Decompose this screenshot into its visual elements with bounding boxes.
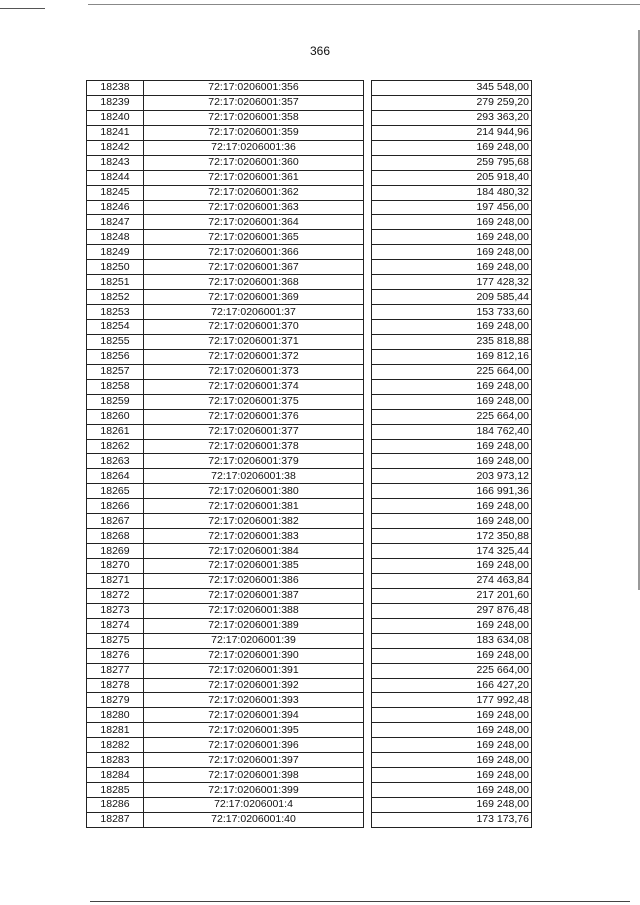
cadastral-number-cell: 72:17:0206001:389 xyxy=(144,618,364,633)
row-number-cell: 18241 xyxy=(87,125,144,140)
value-cell: 184 762,40 xyxy=(372,424,532,439)
column-gap xyxy=(364,573,372,588)
column-gap xyxy=(364,81,372,96)
row-number-cell: 18247 xyxy=(87,215,144,230)
row-number-cell: 18259 xyxy=(87,394,144,409)
row-number-cell: 18273 xyxy=(87,603,144,618)
row-number-cell: 18239 xyxy=(87,95,144,110)
column-gap xyxy=(364,349,372,364)
column-gap xyxy=(364,439,372,454)
table-row xyxy=(87,514,532,529)
cadastral-number-cell: 72:17:0206001:40 xyxy=(144,812,364,827)
cadastral-number-cell: 72:17:0206001:396 xyxy=(144,738,364,753)
value-cell: 225 664,00 xyxy=(372,364,532,379)
row-number-cell: 18240 xyxy=(87,110,144,125)
cadastral-number-cell: 72:17:0206001:362 xyxy=(144,185,364,200)
table-row xyxy=(87,439,532,454)
table-row xyxy=(87,125,532,140)
table-row xyxy=(87,364,532,379)
value-cell: 169 248,00 xyxy=(372,230,532,245)
cadastral-number-cell: 72:17:0206001:393 xyxy=(144,693,364,708)
table-row xyxy=(87,275,532,290)
table-row xyxy=(87,753,532,768)
column-gap xyxy=(364,469,372,484)
value-cell: 169 248,00 xyxy=(372,648,532,663)
value-cell: 169 248,00 xyxy=(372,738,532,753)
table-row xyxy=(87,170,532,185)
row-number-cell: 18274 xyxy=(87,618,144,633)
column-gap xyxy=(364,394,372,409)
scan-edge-line xyxy=(88,4,640,5)
column-gap xyxy=(364,708,372,723)
cadastral-number-cell: 72:17:0206001:392 xyxy=(144,678,364,693)
row-number-cell: 18281 xyxy=(87,723,144,738)
row-number-cell: 18253 xyxy=(87,305,144,320)
cadastral-number-cell: 72:17:0206001:359 xyxy=(144,125,364,140)
column-gap xyxy=(364,170,372,185)
row-number-cell: 18255 xyxy=(87,334,144,349)
scan-edge-line xyxy=(0,8,45,9)
table-row xyxy=(87,678,532,693)
table-row xyxy=(87,529,532,544)
cadastral-number-cell: 72:17:0206001:376 xyxy=(144,409,364,424)
column-gap xyxy=(364,379,372,394)
table-row xyxy=(87,798,532,813)
value-cell: 177 992,48 xyxy=(372,693,532,708)
value-cell: 169 248,00 xyxy=(372,499,532,514)
table-row xyxy=(87,409,532,424)
table-row xyxy=(87,245,532,260)
row-number-cell: 18258 xyxy=(87,379,144,394)
cadastral-number-cell: 72:17:0206001:397 xyxy=(144,753,364,768)
column-gap xyxy=(364,260,372,275)
value-cell: 169 248,00 xyxy=(372,768,532,783)
page-number: 366 xyxy=(309,44,331,58)
cadastral-number-cell: 72:17:0206001:36 xyxy=(144,140,364,155)
column-gap xyxy=(364,812,372,827)
row-number-cell: 18284 xyxy=(87,768,144,783)
cadastral-number-cell: 72:17:0206001:365 xyxy=(144,230,364,245)
value-cell: 274 463,84 xyxy=(372,573,532,588)
column-gap xyxy=(364,663,372,678)
column-gap xyxy=(364,723,372,738)
cadastral-number-cell: 72:17:0206001:368 xyxy=(144,275,364,290)
cadastral-number-cell: 72:17:0206001:379 xyxy=(144,454,364,469)
table-row xyxy=(87,633,532,648)
column-gap xyxy=(364,648,372,663)
table-row xyxy=(87,588,532,603)
value-cell: 345 548,00 xyxy=(372,81,532,96)
table-row xyxy=(87,379,532,394)
value-cell: 169 812,16 xyxy=(372,349,532,364)
row-number-cell: 18278 xyxy=(87,678,144,693)
cadastral-number-cell: 72:17:0206001:358 xyxy=(144,110,364,125)
value-cell: 166 427,20 xyxy=(372,678,532,693)
cadastral-number-cell: 72:17:0206001:373 xyxy=(144,364,364,379)
table-row xyxy=(87,648,532,663)
cadastral-number-cell: 72:17:0206001:390 xyxy=(144,648,364,663)
row-number-cell: 18268 xyxy=(87,529,144,544)
column-gap xyxy=(364,514,372,529)
value-cell: 169 248,00 xyxy=(372,454,532,469)
table-row xyxy=(87,140,532,155)
table-row xyxy=(87,708,532,723)
column-gap xyxy=(364,753,372,768)
cadastral-number-cell: 72:17:0206001:384 xyxy=(144,544,364,559)
table-row xyxy=(87,424,532,439)
row-number-cell: 18283 xyxy=(87,753,144,768)
value-cell: 172 350,88 xyxy=(372,529,532,544)
cadastral-number-cell: 72:17:0206001:386 xyxy=(144,573,364,588)
row-number-cell: 18262 xyxy=(87,439,144,454)
value-cell: 169 248,00 xyxy=(372,723,532,738)
cadastral-number-cell: 72:17:0206001:369 xyxy=(144,290,364,305)
column-gap xyxy=(364,633,372,648)
value-cell: 183 634,08 xyxy=(372,633,532,648)
row-number-cell: 18263 xyxy=(87,454,144,469)
column-gap xyxy=(364,738,372,753)
row-number-cell: 18277 xyxy=(87,663,144,678)
row-number-cell: 18272 xyxy=(87,588,144,603)
scan-edge-line xyxy=(90,901,630,902)
cadastral-number-cell: 72:17:0206001:383 xyxy=(144,529,364,544)
value-cell: 293 363,20 xyxy=(372,110,532,125)
cadastral-number-cell: 72:17:0206001:361 xyxy=(144,170,364,185)
row-number-cell: 18249 xyxy=(87,245,144,260)
cadastral-number-cell: 72:17:0206001:391 xyxy=(144,663,364,678)
column-gap xyxy=(364,588,372,603)
value-cell: 297 876,48 xyxy=(372,603,532,618)
column-gap xyxy=(364,245,372,260)
value-cell: 169 248,00 xyxy=(372,753,532,768)
table-row xyxy=(87,81,532,96)
value-cell: 173 173,76 xyxy=(372,812,532,827)
value-cell: 169 248,00 xyxy=(372,379,532,394)
row-number-cell: 18276 xyxy=(87,648,144,663)
value-cell: 203 973,12 xyxy=(372,469,532,484)
table-row xyxy=(87,320,532,335)
value-cell: 209 585,44 xyxy=(372,290,532,305)
value-cell: 184 480,32 xyxy=(372,185,532,200)
column-gap xyxy=(364,334,372,349)
column-gap xyxy=(364,424,372,439)
table-row xyxy=(87,394,532,409)
row-number-cell: 18256 xyxy=(87,349,144,364)
row-number-cell: 18270 xyxy=(87,559,144,574)
column-gap xyxy=(364,618,372,633)
cadastral-number-cell: 72:17:0206001:385 xyxy=(144,559,364,574)
value-cell: 197 456,00 xyxy=(372,200,532,215)
row-number-cell: 18257 xyxy=(87,364,144,379)
table-row xyxy=(87,768,532,783)
row-number-cell: 18246 xyxy=(87,200,144,215)
cadastral-number-cell: 72:17:0206001:375 xyxy=(144,394,364,409)
value-cell: 169 248,00 xyxy=(372,320,532,335)
column-gap xyxy=(364,290,372,305)
row-number-cell: 18250 xyxy=(87,260,144,275)
column-gap xyxy=(364,783,372,798)
value-cell: 225 664,00 xyxy=(372,409,532,424)
table-row xyxy=(87,260,532,275)
cadastral-number-cell: 72:17:0206001:381 xyxy=(144,499,364,514)
value-cell: 166 991,36 xyxy=(372,484,532,499)
cadastral-number-cell: 72:17:0206001:395 xyxy=(144,723,364,738)
table-row xyxy=(87,693,532,708)
column-gap xyxy=(364,185,372,200)
table-row xyxy=(87,738,532,753)
row-number-cell: 18252 xyxy=(87,290,144,305)
value-cell: 214 944,96 xyxy=(372,125,532,140)
cadastral-number-cell: 72:17:0206001:370 xyxy=(144,320,364,335)
row-number-cell: 18275 xyxy=(87,633,144,648)
value-cell: 205 918,40 xyxy=(372,170,532,185)
cadastral-number-cell: 72:17:0206001:367 xyxy=(144,260,364,275)
row-number-cell: 18243 xyxy=(87,155,144,170)
cadastre-table xyxy=(86,80,532,828)
row-number-cell: 18248 xyxy=(87,230,144,245)
table-row xyxy=(87,812,532,827)
table-row xyxy=(87,499,532,514)
column-gap xyxy=(364,768,372,783)
table-row xyxy=(87,230,532,245)
value-cell: 279 259,20 xyxy=(372,95,532,110)
table-row xyxy=(87,110,532,125)
column-gap xyxy=(364,454,372,469)
value-cell: 174 325,44 xyxy=(372,544,532,559)
value-cell: 169 248,00 xyxy=(372,514,532,529)
column-gap xyxy=(364,678,372,693)
cadastral-number-cell: 72:17:0206001:372 xyxy=(144,349,364,364)
row-number-cell: 18251 xyxy=(87,275,144,290)
table-row xyxy=(87,618,532,633)
cadastral-number-cell: 72:17:0206001:363 xyxy=(144,200,364,215)
value-cell: 169 248,00 xyxy=(372,618,532,633)
row-number-cell: 18269 xyxy=(87,544,144,559)
cadastral-number-cell: 72:17:0206001:398 xyxy=(144,768,364,783)
column-gap xyxy=(364,275,372,290)
cadastral-number-cell: 72:17:0206001:382 xyxy=(144,514,364,529)
column-gap xyxy=(364,544,372,559)
column-gap xyxy=(364,798,372,813)
cadastral-number-cell: 72:17:0206001:364 xyxy=(144,215,364,230)
row-number-cell: 18244 xyxy=(87,170,144,185)
table-row xyxy=(87,215,532,230)
column-gap xyxy=(364,320,372,335)
table-row xyxy=(87,469,532,484)
value-cell: 169 248,00 xyxy=(372,559,532,574)
column-gap xyxy=(364,529,372,544)
value-cell: 169 248,00 xyxy=(372,798,532,813)
table-row xyxy=(87,349,532,364)
table-row xyxy=(87,559,532,574)
table-row xyxy=(87,305,532,320)
value-cell: 153 733,60 xyxy=(372,305,532,320)
cadastral-number-cell: 72:17:0206001:356 xyxy=(144,81,364,96)
column-gap xyxy=(364,305,372,320)
table-row xyxy=(87,200,532,215)
cadastral-number-cell: 72:17:0206001:377 xyxy=(144,424,364,439)
cadastral-number-cell: 72:17:0206001:360 xyxy=(144,155,364,170)
row-number-cell: 18265 xyxy=(87,484,144,499)
column-gap xyxy=(364,125,372,140)
table-row xyxy=(87,663,532,678)
value-cell: 217 201,60 xyxy=(372,588,532,603)
column-gap xyxy=(364,603,372,618)
column-gap xyxy=(364,409,372,424)
row-number-cell: 18271 xyxy=(87,573,144,588)
cadastral-number-cell: 72:17:0206001:4 xyxy=(144,798,364,813)
value-cell: 169 248,00 xyxy=(372,783,532,798)
value-cell: 169 248,00 xyxy=(372,394,532,409)
cadastral-number-cell: 72:17:0206001:357 xyxy=(144,95,364,110)
column-gap xyxy=(364,110,372,125)
table-row xyxy=(87,723,532,738)
column-gap xyxy=(364,559,372,574)
value-cell: 169 248,00 xyxy=(372,245,532,260)
cadastral-number-cell: 72:17:0206001:371 xyxy=(144,334,364,349)
row-number-cell: 18266 xyxy=(87,499,144,514)
table-row xyxy=(87,155,532,170)
row-number-cell: 18260 xyxy=(87,409,144,424)
column-gap xyxy=(364,155,372,170)
table-body xyxy=(87,81,532,828)
column-gap xyxy=(364,364,372,379)
cadastral-number-cell: 72:17:0206001:387 xyxy=(144,588,364,603)
column-gap xyxy=(364,200,372,215)
cadastral-number-cell: 72:17:0206001:380 xyxy=(144,484,364,499)
value-cell: 177 428,32 xyxy=(372,275,532,290)
column-gap xyxy=(364,499,372,514)
row-number-cell: 18264 xyxy=(87,469,144,484)
row-number-cell: 18287 xyxy=(87,812,144,827)
column-gap xyxy=(364,484,372,499)
cadastral-number-cell: 72:17:0206001:366 xyxy=(144,245,364,260)
table-row xyxy=(87,603,532,618)
value-cell: 225 664,00 xyxy=(372,663,532,678)
value-cell: 235 818,88 xyxy=(372,334,532,349)
table-row xyxy=(87,454,532,469)
table-row xyxy=(87,290,532,305)
value-cell: 259 795,68 xyxy=(372,155,532,170)
value-cell: 169 248,00 xyxy=(372,215,532,230)
row-number-cell: 18279 xyxy=(87,693,144,708)
cadastral-number-cell: 72:17:0206001:399 xyxy=(144,783,364,798)
table-row xyxy=(87,573,532,588)
table-row xyxy=(87,544,532,559)
cadastral-number-cell: 72:17:0206001:394 xyxy=(144,708,364,723)
row-number-cell: 18282 xyxy=(87,738,144,753)
row-number-cell: 18238 xyxy=(87,81,144,96)
table-row xyxy=(87,783,532,798)
cadastral-number-cell: 72:17:0206001:38 xyxy=(144,469,364,484)
value-cell: 169 248,00 xyxy=(372,708,532,723)
row-number-cell: 18267 xyxy=(87,514,144,529)
row-number-cell: 18254 xyxy=(87,320,144,335)
table-row xyxy=(87,185,532,200)
column-gap xyxy=(364,140,372,155)
cadastral-number-cell: 72:17:0206001:39 xyxy=(144,633,364,648)
table-row xyxy=(87,334,532,349)
column-gap xyxy=(364,215,372,230)
row-number-cell: 18285 xyxy=(87,783,144,798)
table-row xyxy=(87,95,532,110)
row-number-cell: 18286 xyxy=(87,798,144,813)
column-gap xyxy=(364,693,372,708)
row-number-cell: 18245 xyxy=(87,185,144,200)
row-number-cell: 18261 xyxy=(87,424,144,439)
value-cell: 169 248,00 xyxy=(372,439,532,454)
value-cell: 169 248,00 xyxy=(372,260,532,275)
column-gap xyxy=(364,230,372,245)
column-gap xyxy=(364,95,372,110)
table-row xyxy=(87,484,532,499)
cadastral-number-cell: 72:17:0206001:374 xyxy=(144,379,364,394)
row-number-cell: 18280 xyxy=(87,708,144,723)
row-number-cell: 18242 xyxy=(87,140,144,155)
value-cell: 169 248,00 xyxy=(372,140,532,155)
cadastral-number-cell: 72:17:0206001:37 xyxy=(144,305,364,320)
cadastral-number-cell: 72:17:0206001:378 xyxy=(144,439,364,454)
cadastral-number-cell: 72:17:0206001:388 xyxy=(144,603,364,618)
